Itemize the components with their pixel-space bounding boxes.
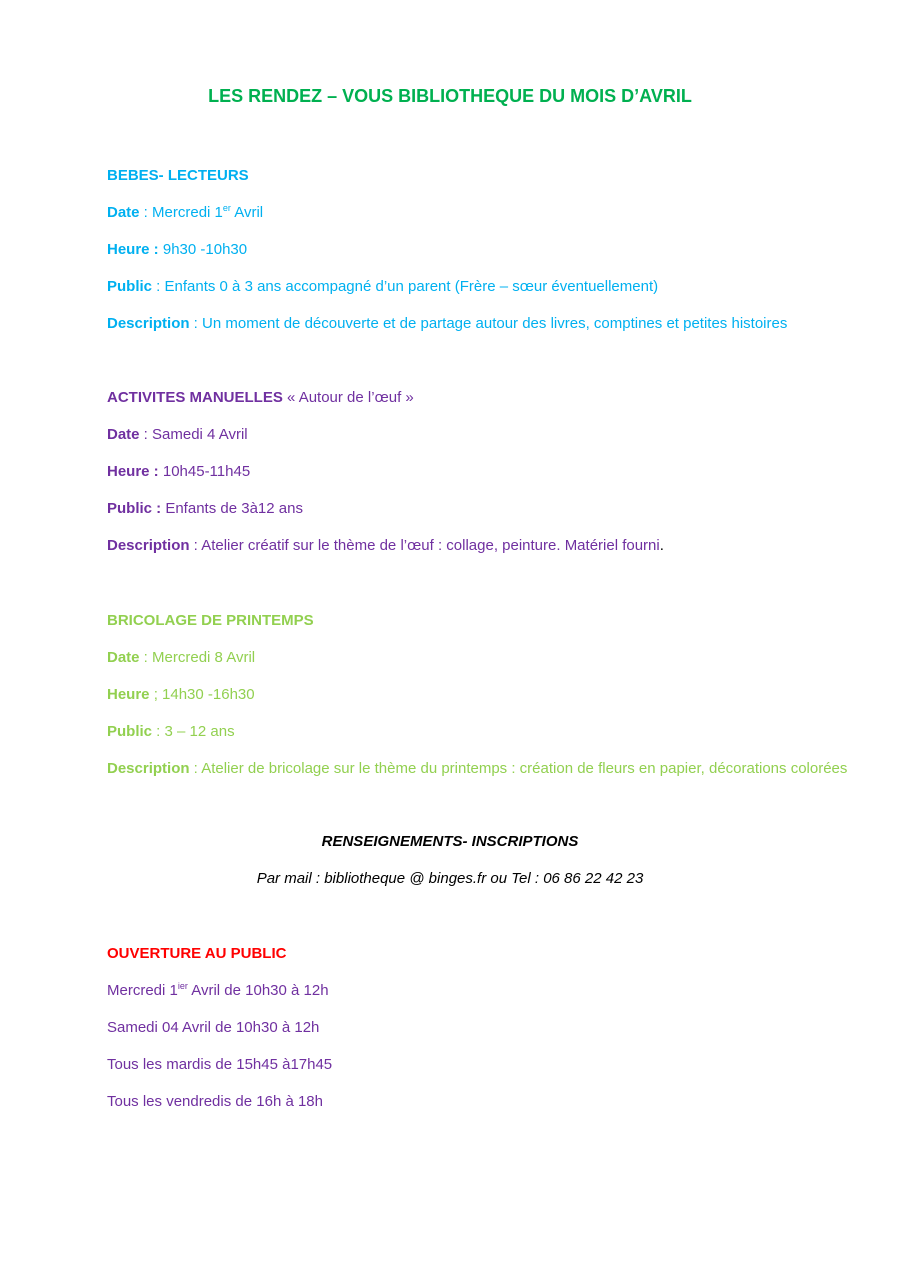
activites-description-end: . (659, 537, 664, 554)
activites-date-label: Date (107, 426, 140, 443)
bebes-description-value: : Un moment de découverte et de partage autour des livres, comptines et petites histoires (189, 315, 788, 332)
activites-heading (107, 388, 414, 408)
activites-public-label: Public : (107, 500, 162, 517)
bebes-heure-label: Heure : (107, 241, 159, 258)
bebes-heure (107, 240, 247, 260)
activites-heading-suffix: « Autour de l’œuf » (282, 389, 414, 406)
activites-heure-label: Heure : (107, 463, 159, 480)
activites-description (107, 536, 664, 556)
ouverture-heading: OUVERTURE AU PUBLIC (107, 945, 287, 962)
ouverture-line-1-end: Avril de 10h30 à 12h (187, 982, 329, 999)
bebes-public-value: : Enfants 0 à 3 ans accompagné d’un parent (Frère – sœur éventuellement) (152, 278, 659, 295)
bebes-date-sup: er (222, 203, 231, 213)
bricolage-date-label: Date (107, 649, 140, 666)
bricolage-heure (107, 685, 255, 705)
bricolage-public-value: : 3 – 12 ans (152, 723, 235, 740)
ouverture-line-1 (107, 981, 329, 1001)
activites-heure (107, 462, 250, 482)
bricolage-description (107, 759, 847, 779)
bebes-public-label: Public (107, 278, 153, 295)
activites-public (107, 499, 303, 519)
bricolage-public (107, 722, 235, 742)
bebes-date (107, 203, 263, 223)
bricolage-date-value: : Mercredi 8 Avril (139, 649, 256, 666)
bebes-heure-value: 9h30 -10h30 (158, 241, 248, 258)
bricolage-heure-label: Heure (107, 686, 150, 703)
bebes-date-value: : Mercredi 1 (139, 204, 223, 221)
contact-heading: RENSEIGNEMENTS- INSCRIPTIONS (321, 833, 579, 850)
bebes-description (107, 314, 787, 334)
activites-description-value: : Atelier créatif sur le thème de l’œuf : collage, peinture. Matériel fourni (189, 537, 660, 554)
bebes-heading: BEBES- LECTEURS (107, 167, 249, 184)
bebes-public (107, 277, 658, 297)
page-title: LES RENDEZ – VOUS BIBLIOTHEQUE DU MOIS D’AVRIL (208, 86, 692, 106)
bricolage-heading: BRICOLAGE DE PRINTEMPS (107, 612, 314, 629)
ouverture-line-1-start: Mercredi 1 (107, 982, 178, 999)
activites-heure-value: 10h45-11h45 (158, 463, 251, 480)
activites-public-value: Enfants de 3à12 ans (161, 500, 303, 517)
contact-line: Par mail : bibliotheque @ binges.fr ou Tel : 06 86 22 42 23 (256, 870, 644, 887)
activites-date-value: : Samedi 4 Avril (139, 426, 248, 443)
bebes-date-label: Date (107, 204, 140, 221)
bricolage-description-value: : Atelier de bricolage sur le thème du printemps : création de fleurs en papier, décorations colorées (189, 760, 848, 777)
activites-date (107, 425, 248, 445)
bricolage-public-label: Public (107, 723, 153, 740)
bricolage-date (107, 648, 255, 668)
ouverture-line-3: Tous les mardis de 15h45 à17h45 (107, 1056, 333, 1073)
bricolage-heure-value: ; 14h30 -16h30 (149, 686, 255, 703)
ouverture-line-1-sup: ier (177, 981, 188, 991)
activites-heading-label: ACTIVITES MANUELLES (107, 389, 283, 406)
activites-description-label: Description (107, 537, 190, 554)
bebes-date-value-end: Avril (230, 204, 264, 221)
ouverture-line-4: Tous les vendredis de 16h à 18h (107, 1093, 323, 1110)
ouverture-line-2: Samedi 04 Avril de 10h30 à 12h (107, 1019, 320, 1036)
bricolage-description-label: Description (107, 760, 190, 777)
bebes-description-label: Description (107, 315, 190, 332)
